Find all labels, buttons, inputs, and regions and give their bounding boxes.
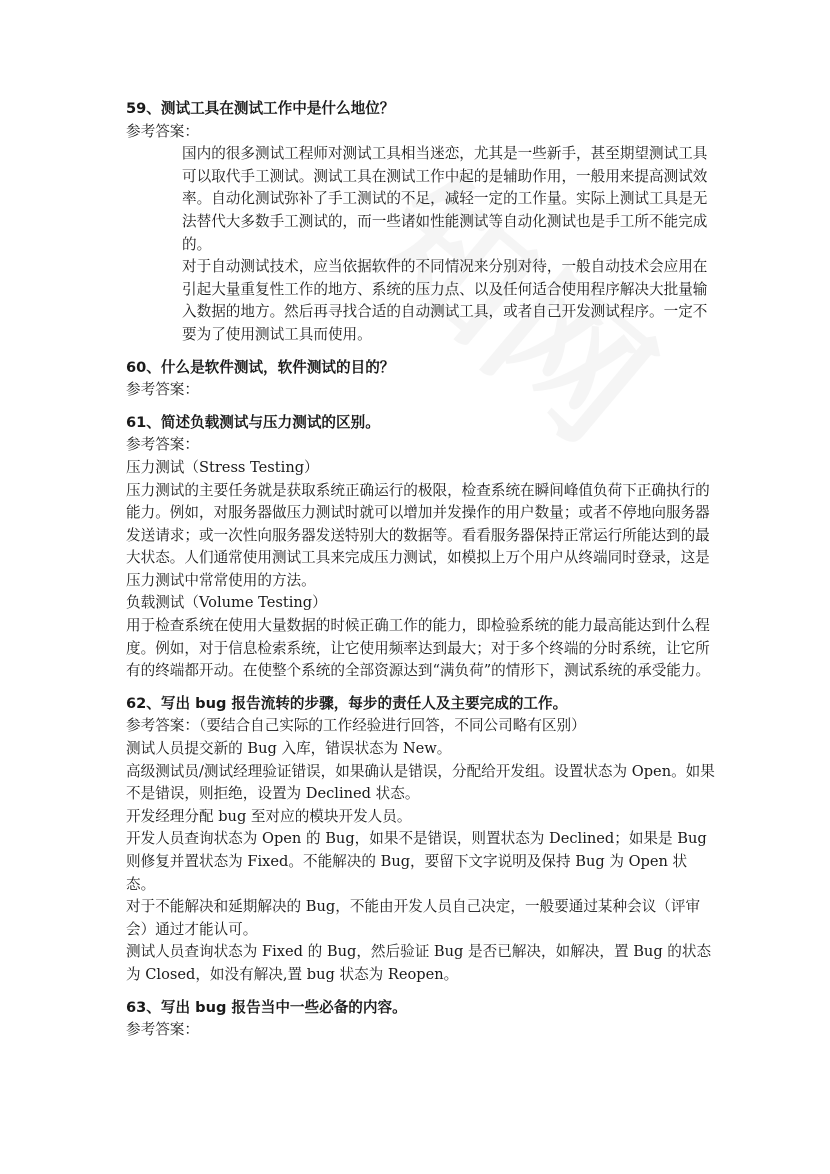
stress-testing-body: 压力测试的主要任务就是获取系统正确运行的极限，检查系统在瞬间峰值负荷下正确执行的能力。例如，对服务器做压力测试时就可以增加并发操作的用户数量；或者不停地向服务器发送请求；或一次性向服务器发送特别大的数据等。看看服务器保持正常运行所能达到的最大状态。人们通常使用测试工具来完成压力测试，如模拟上万个用户从终端同时登录，这是压力测试中常常使用的方法。 — [126, 481, 710, 589]
question-62-answer-label: 参考答案：（要结合自己实际的工作经验进行回答，不同公司略有区别） — [126, 717, 586, 735]
bug-flow-step-5: 对于不能解决和延期解决的 Bug，不能由开发人员自己决定，一般要通过某种会议（评审会）通过才能认可。 — [126, 898, 701, 938]
question-59-paragraph-2: 对于自动测试技术，应当依据软件的不同情况来分别对待，一般自动技术会应用在引起大量重复性工作的地方、系统的压力点、以及任何适合使用程序解决大批量输入数据的地方。然后再寻找合适的自动测试工具，或者自己开发测试程序。一定不要为了使用测试工具而使用。 — [182, 258, 708, 343]
document-content — [126, 98, 716, 1042]
question-59-answer-label: 参考答案： — [126, 122, 199, 140]
question-61-answer-label: 参考答案： — [126, 436, 199, 454]
question-61 — [126, 412, 716, 683]
question-62-title: 62、写出 bug 报告流转的步骤，每步的责任人及主要完成的工作。 — [126, 694, 568, 712]
question-59-title: 59、测试工具在测试工作中是什么地位？ — [126, 100, 395, 117]
question-60 — [126, 357, 716, 402]
volume-testing-body: 用于检查系统在使用大量数据的时候正确工作的能力，即检验系统的能力最高能达到什么程度。例如，对于信息检索系统，让它使用频率达到最大；对于多个终端的分时系统，让它所有的终端都开动。在使整个系统的全部资源达到“满负荷”的情形下，测试系统的承受能力。 — [126, 617, 711, 680]
volume-testing-heading: 负载测试（Volume Testing） — [126, 594, 327, 612]
question-62 — [126, 693, 716, 987]
question-63-title: 63、写出 bug 报告当中一些必备的内容。 — [126, 998, 407, 1016]
bug-flow-step-4: 开发人员查询状态为 Open 的 Bug，如果不是错误，则置状态为 Declined；如果是 Bug 则修复并置状态为 Fixed。不能解决的 Bug，要留下文字说明及保持 Bug 为 Open 状态。 — [126, 830, 707, 893]
bug-flow-step-3: 开发经理分配 bug 至对应的模块开发人员。 — [126, 807, 412, 825]
question-59-paragraph-1: 国内的很多测试工程师对测试工具相当迷恋，尤其是一些新手，甚至期望测试工具可以取代手工测试。测试工具在测试工作中起的是辅助作用，一般用来提高测试效率。自动化测试弥补了手工测试的不足，减轻一定的工作量。实际上测试工具是无法替代大多数手工测试的，而一些诸如性能测试等自动化测试也是手工所不能完成的。 — [182, 145, 708, 253]
question-60-title: 60、什么是软件测试，软件测试的目的？ — [126, 358, 395, 376]
question-61-title: 61、简述负载测试与压力测试的区别。 — [126, 413, 380, 431]
question-59 — [126, 98, 716, 347]
bug-flow-step-1: 测试人员提交新的 Bug 入库，错误状态为 New。 — [126, 740, 452, 758]
bug-flow-step-2: 高级测试员/测试经理验证错误，如果确认是错误，分配给开发组。设置状态为 Open。如果不是错误，则拒绝，设置为 Declined 状态。 — [126, 762, 715, 803]
question-60-answer-label: 参考答案： — [126, 381, 199, 399]
stress-testing-heading: 压力测试（Stress Testing） — [126, 458, 319, 476]
question-63 — [126, 997, 716, 1042]
question-63-answer-label: 参考答案： — [126, 1021, 199, 1039]
bug-flow-step-6: 测试人员查询状态为 Fixed 的 Bug，然后验证 Bug 是否已解决，如解决，置 Bug 的状态为 Closed，如没有解决,置 bug 状态为 Reopen。 — [126, 943, 712, 983]
